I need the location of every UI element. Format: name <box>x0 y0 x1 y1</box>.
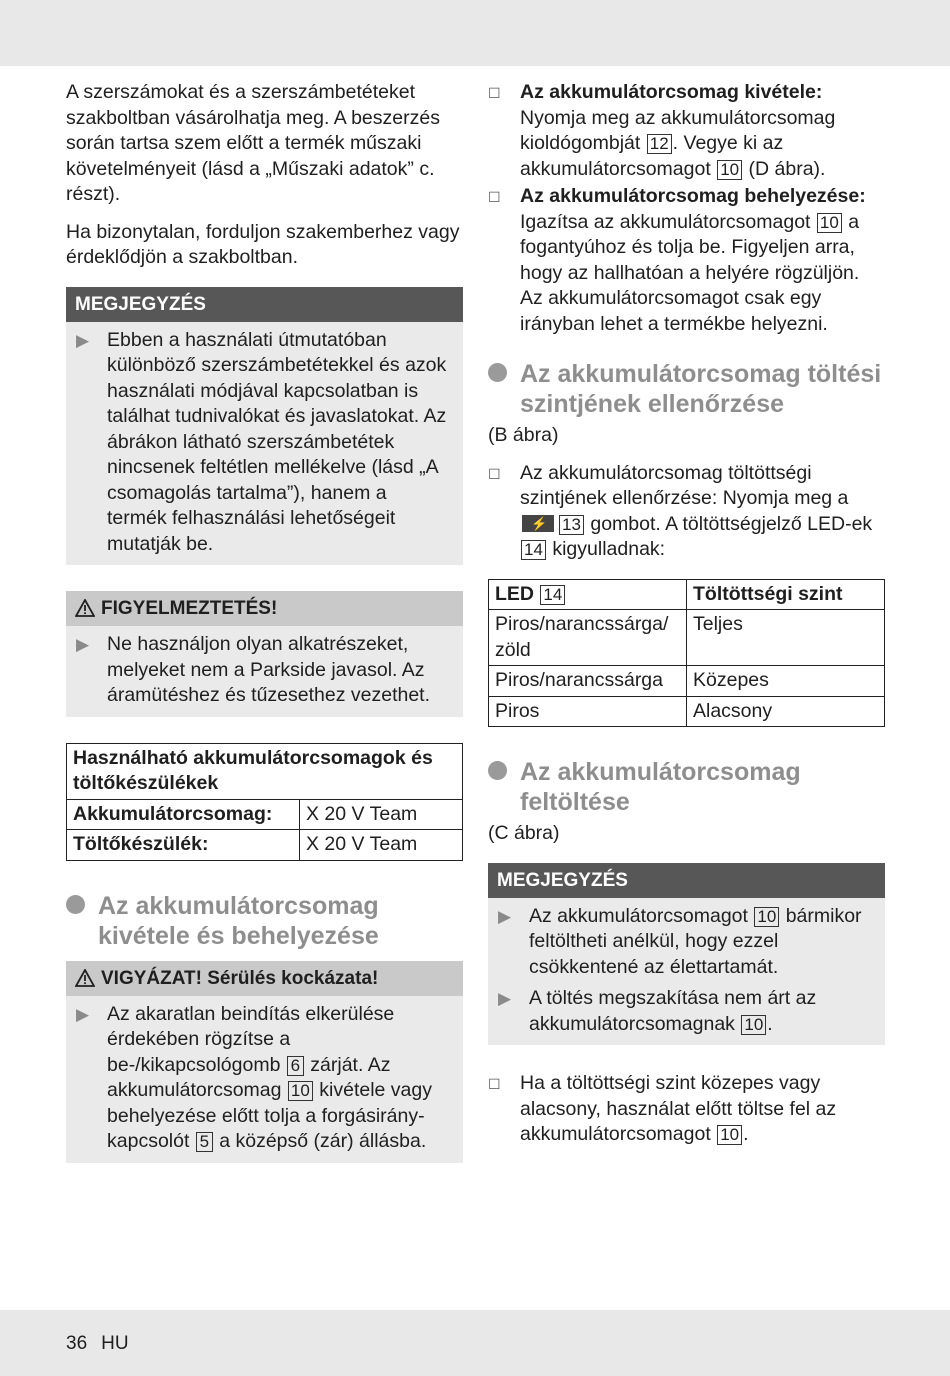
language-code: HU <box>101 1333 129 1354</box>
intro-paragraph-2: Ha bizonytalan, forduljon szakemberhez vagy érdeklődjön a szakboltban. <box>66 220 460 268</box>
checkbox-bullet-icon: ☐ <box>488 189 501 205</box>
header-band <box>0 0 950 66</box>
page-number: 36 <box>66 1333 88 1354</box>
warning-item: ▶ Ne használjon olyan alkatrészeket, melyeket nem a Parkside javasol. Az áramütéshez és tűzesethez vezethet. <box>76 632 451 709</box>
figure-reference: (C ábra) <box>488 822 560 844</box>
part-reference: 6 <box>287 1056 304 1076</box>
list-item-check-level: ☐ Az akkumulátorcsomag töltöttségi szintjének ellenőrzése: Nyomja meg a ⚡13 gombot. A töltöttségjelző LED-ek 14 kigyulladnak: <box>488 461 885 563</box>
warning-triangle-icon <box>75 598 95 625</box>
part-reference: 10 <box>717 1125 742 1145</box>
part-reference: 10 <box>288 1081 313 1101</box>
intro-paragraph-1: A szerszámokat és a szerszámbetéteket szakboltban vásárolhatja meg. A beszerzés során tartsa szem előtt a termék műszaki követelményeit (lásd a „Műszaki adatok” c. részt). <box>66 81 440 205</box>
table-row: Piros/narancssárga/ zöld Teljes <box>489 610 885 666</box>
note-box <box>66 287 463 566</box>
checkbox-bullet-icon: ☐ <box>488 465 501 482</box>
part-reference: 12 <box>647 134 672 154</box>
table-row: Piros Alacsony <box>489 696 885 727</box>
note-box-title: MEGJEGYZÉS <box>66 287 463 322</box>
table-header-row: LED 14 Töltöttségi szint <box>489 579 885 610</box>
compatible-devices-table <box>66 743 463 861</box>
list-item-remove: ☐ Az akkumulátorcsomag kivétele: Nyomja meg az akkumulátorcsomag kioldógombját 12 . Vegye ki az akkumulátorcsomagot 10 (D ábra). <box>488 80 885 182</box>
circle-bullet-icon <box>488 359 520 419</box>
triangle-arrow-icon: ▶ <box>76 330 90 350</box>
table-row: Piros/narancssárga Közepes <box>489 666 885 697</box>
figure-reference: (B ábra) <box>488 424 559 446</box>
circle-bullet-icon <box>66 891 98 951</box>
triangle-arrow-icon: ▶ <box>76 635 90 654</box>
warning-triangle-icon <box>75 968 95 995</box>
caution-box <box>66 961 463 1163</box>
triangle-arrow-icon: ▶ <box>498 989 512 1008</box>
part-reference: 10 <box>817 213 842 233</box>
compat-table-header: Használható akkumulátorcsomagok és töltőkészülékek <box>67 743 463 799</box>
caution-box-header <box>66 961 463 996</box>
list-item-charge-advice: ☐ Ha a töltöttségi szint közepes vagy alacsony, használat előtt töltse fel az akkumulátorcsomagot 10 . <box>488 1071 885 1148</box>
page-footer <box>66 1331 143 1357</box>
checkbox-bullet-icon: ☐ <box>488 1076 501 1092</box>
table-row: Akkumulátorcsomag: X 20 V Team <box>67 799 463 830</box>
part-reference: 5 <box>196 1132 213 1152</box>
right-column <box>488 80 885 1150</box>
warning-box-title: FIGYELMEZTETÉS! <box>101 598 278 619</box>
part-reference: 10 <box>741 1015 766 1035</box>
part-reference: 14 <box>521 540 546 560</box>
note-item: ▶ Ebben a használati útmutatóban különböző szerszámbetétekkel és azok használati módjával kapcsolatban is találhat tudnivalókat és javaslatokat. Az ábrákon látható szerszámbetétek nincsenek feltétlen mellékelve (lásd „A csomagolás tartalma”), hanem a termék felhasználási lehetőségeit mutatják be. <box>76 328 451 558</box>
circle-bullet-icon <box>488 757 520 817</box>
caution-box-title: VIGYÁZAT! Sérülés kockázata! <box>101 967 379 989</box>
note-box <box>488 863 885 1046</box>
section-heading-charge-level: Az akkumulátorcsomag töltési szintjének ellenőrzése <box>488 359 885 419</box>
warning-box <box>66 591 463 717</box>
note-item: ▶ Az akkumulátorcsomagot 10 bármikor feltöltheti anélkül, hogy ezzel csökkentené az élettartamát. <box>498 904 873 981</box>
list-item-insert: ☐ Az akkumulátorcsomag behelyezése: Igazítsa az akkumulátorcsomagot 10 a fogantyúhoz és tolja be. Figyeljen arra, hogy az hallhatóan a helyére rögzüljön. Az akkumulátorcsomagot csak egy irányban lehet a termékbe helyezni. <box>488 184 885 337</box>
battery-flash-icon <box>522 515 554 532</box>
section-heading-remove-insert: Az akkumulátorcsomag kivétele és behelyezése <box>66 891 463 951</box>
part-reference: 13 <box>559 515 584 535</box>
triangle-arrow-icon: ▶ <box>76 1004 90 1024</box>
section-heading-charging: Az akkumulátorcsomag feltöltése <box>488 757 885 817</box>
part-reference: 10 <box>717 160 742 180</box>
note-box-title: MEGJEGYZÉS <box>488 863 885 898</box>
triangle-arrow-icon: ▶ <box>498 906 512 926</box>
part-reference: 10 <box>754 907 779 927</box>
table-row: Töltőkészülék: X 20 V Team <box>67 830 463 861</box>
left-column <box>66 80 463 1189</box>
warning-box-header <box>66 591 463 626</box>
checkbox-bullet-icon: ☐ <box>488 85 501 101</box>
led-level-table <box>488 579 885 728</box>
caution-item: ▶ Az akaratlan beindítás elkerülése érdekében rögzítse a be-/kikapcsológomb 6 zárját. Az akkumulátorcsomag 10 kivétele vagy behelyezése előtt tolja a forgásirány-kapcsolót 5 a középső (zár) állásba. <box>76 1002 451 1155</box>
part-reference: 14 <box>540 585 565 605</box>
note-item: ▶ A töltés megszakítása nem árt az akkumulátorcsomagnak 10 . <box>498 986 873 1037</box>
